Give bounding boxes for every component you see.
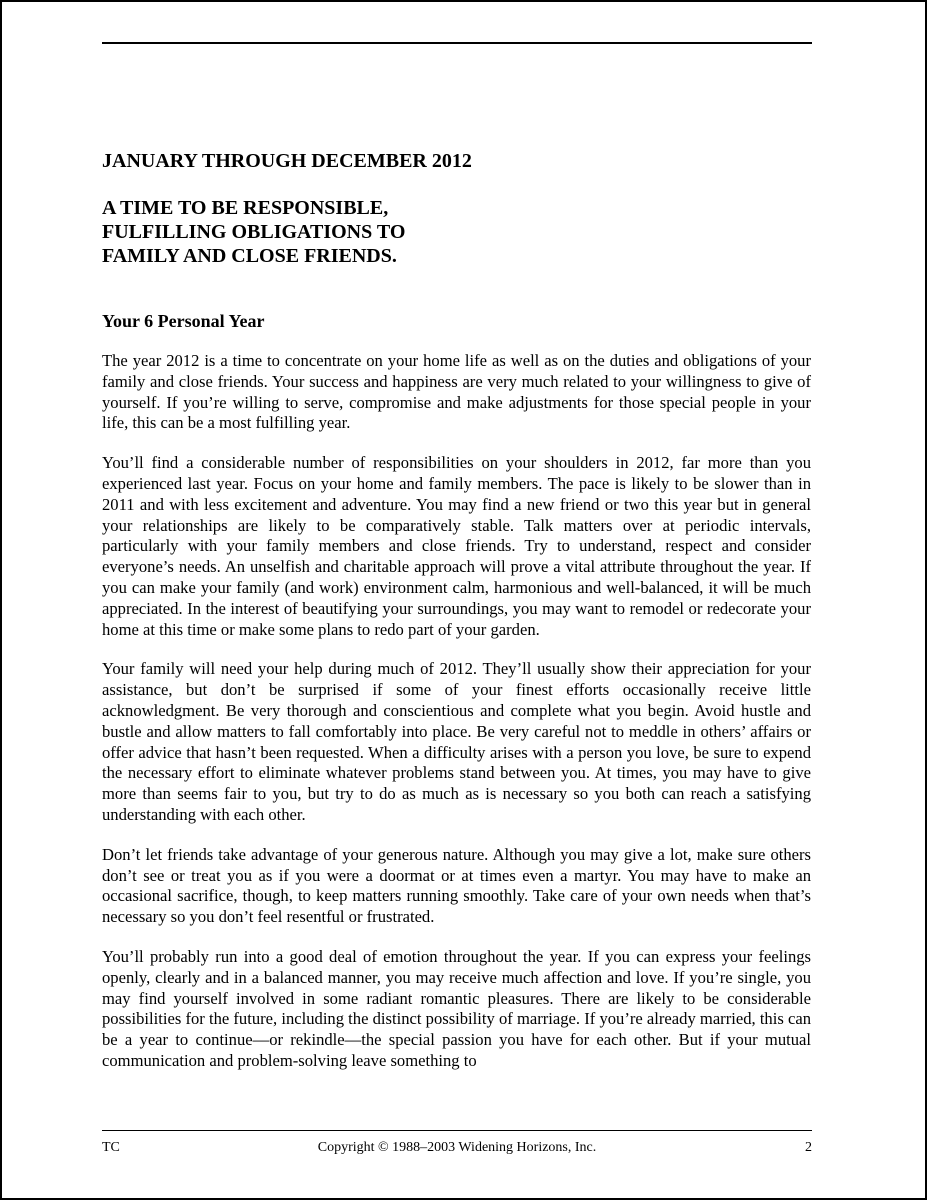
bottom-rule bbox=[102, 1130, 812, 1131]
paragraph: The year 2012 is a time to concentrate on your home life as well as on the duties and obligations of your family and close friends. Your success and happiness are very much related to your willingness to give of yourself. If you’re willing to serve, compromise and make adjustments for those special people in your life, this can be a most fulfilling year. bbox=[102, 351, 811, 433]
paragraph: Don’t let friends take advantage of your generous nature. Although you may give a lot, make sure others don’t see or treat you as if you were a doormat or at times even a martyr. You may have to make an occasional sacrifice, though, to keep matters running smoothly. Take care of your own needs when that’s necessary so you don’t feel resentful or frustrated. bbox=[102, 844, 811, 927]
paragraph: Your family will need your help during much of 2012. They’ll usually show their appreciation for your assistance, but don’t be surprised if some of your finest efforts occasionally receive little acknowledgment. Be very thorough and conscientious and complete what you begin. Avoid hustle and bustle and allow matters to fall comfortably into place. Be very careful not to meddle in others’ affairs or offer advice that hasn’t been requested. When a difficulty arises with a person you love, be sure to expend the necessary effort to eliminate whatever problems stand between you. At times, you may have to give more than seems fair to you, but try to do as much as is necessary so you both can reach a satisfying understanding with each other. bbox=[102, 659, 811, 824]
heading-date: JANUARY THROUGH DECEMBER 2012 bbox=[102, 150, 472, 172]
paragraph: You’ll probably run into a good deal of emotion throughout the year. If you can express your feelings openly, clearly and in a balanced manner, you may receive much affection and love. If you’re single, you may find yourself involved in some radiant romantic pleasures. There are likely to be considerable possibilities for the future, including the distinct possibility of marriage. If you’re already married, this can be a year to continue—or rekindle—the special passion you have for each other. But if your mutual communication and problem-solving leave something to bbox=[102, 946, 811, 1070]
footer-left-label: TC bbox=[102, 1140, 120, 1155]
heading-theme: A TIME TO BE RESPONSIBLE, FULFILLING OBLIGATIONS TO FAMILY AND CLOSE FRIENDS. bbox=[102, 197, 406, 267]
section-title: Your 6 Personal Year bbox=[102, 311, 265, 331]
page-content bbox=[102, 149, 811, 1072]
footer-copyright: Copyright © 1988–2003 Widening Horizons, Inc. bbox=[317, 1140, 597, 1155]
paragraph: You’ll find a considerable number of responsibilities on your shoulders in 2012, far more than you experienced last year. Focus on your home and family members. The pace is likely to be slower than in 2011 and with less excitement and adventure. You may find a new friend or two this year but in general your relationships are likely to be comparatively stable. Talk matters over at periodic intervals, particularly with your family members and close friends. Try to understand, respect and consider everyone’s needs. An unselfish and charitable approach will prove a vital attribute throughout the year. If you can make your family (and work) environment calm, harmonious and well-balanced, it will be much appreciated. In the interest of beautifying your surroundings, you may want to remodel or redecorate your home at this time or make some plans to redo part of your garden. bbox=[102, 453, 811, 639]
page-number: 2 bbox=[805, 1140, 812, 1155]
top-rule bbox=[102, 42, 812, 44]
